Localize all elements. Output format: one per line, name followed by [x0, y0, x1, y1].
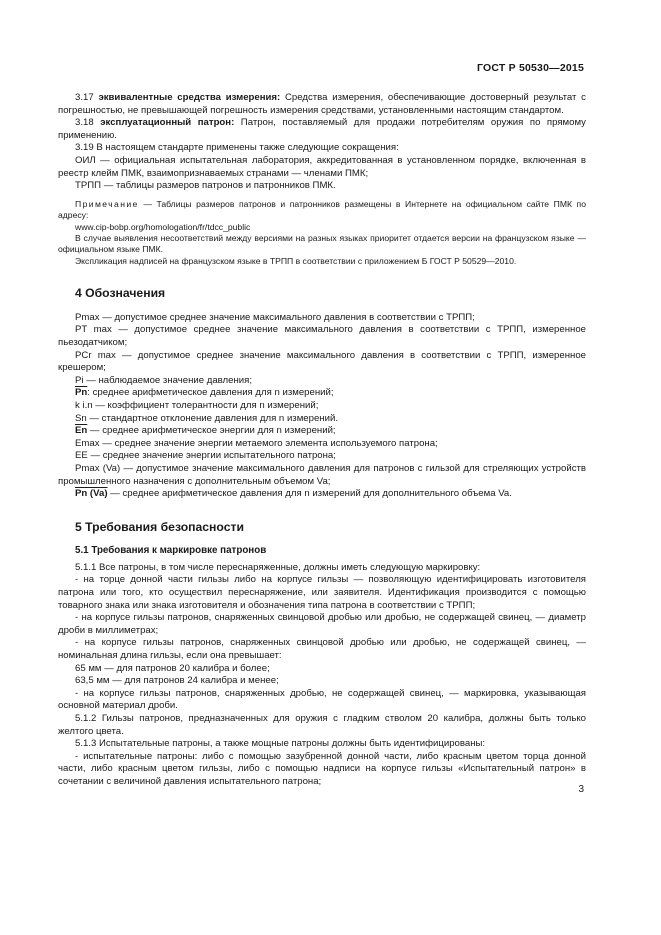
list-item: - испытательные патроны: либо с помощью зазубренной донной части, либо красным цветом торца донной части, либо красным цветом гильзы, либо с помощью надписи на корпусе гильзы «Испытательный патрон» в сочетании с величиной давления испытательного патрона;: [58, 750, 586, 787]
symbol-pi: Pi — наблюдаемое значение давления;: [75, 374, 253, 386]
page-number: 3: [578, 784, 584, 795]
abbr-oil: ОИЛ — официальная испытательная лаборатория, аккредитованная в установленном порядке, включенная в реестр клейм ПМК, взаимопризнаваемых странами — членами ПМК;: [58, 154, 586, 179]
pn-va-symbol: Pn (Va): [75, 488, 108, 500]
list-item: - на корпусе гильзы патронов, снаряженных свинцовой дробью или дробью, не содержащей свинец, — диаметр дроби в миллиметрах;: [58, 612, 586, 636]
note-language: В случае выявления несоответствий между версиями на разных языках приоритет отдается версии на французском языке — официальном языке ПМК.: [58, 232, 586, 255]
symbol-pn-va: Pn (Va) — среднее арифметическое давления для n измерений для дополнительного объема Va.: [75, 488, 512, 500]
page-content: [58, 92, 586, 789]
symbol-pcrmax: PCr max — допустимое среднее значение максимального давления в соответствии с ТРПП, измеренное крешером;: [58, 349, 586, 374]
clause-5-1-3: 5.1.3 Испытательные патроны, а также мощные патроны должны быть идентифицированы:: [75, 738, 486, 750]
length-item: 63,5 мм — для патронов 24 калибра и менее;: [75, 675, 279, 687]
symbol-en: $\overline{En}$ — среднее арифметическое энергии для n измерений;: [75, 425, 336, 437]
term-name: эксплуатационный патрон:: [100, 117, 235, 129]
symbol-ee: EE — среднее значение энергии испытательного патрона;: [75, 450, 336, 462]
standard-header: ГОСТ Р 50530—2015: [476, 62, 584, 74]
symbol-emax: Emax — среднее значение энергии метаемого элемента используемого патрона;: [75, 437, 438, 449]
pn-symbol: $\overline{Pn}$: [75, 387, 88, 399]
symbol-pmax-va: Pmax (Va) — допустимое значение максимального давления для патронов с гильзой для стреляющих устройств промышленного назначения с дополнительным объемом Va;: [58, 462, 586, 487]
note-label: Примечание: [75, 198, 139, 209]
list-item: - на торце донной части гильзы либо на корпусе гильзы — позволяющую идентифицировать изготовителя патрона или того, кто осуществил переснаряжение, или заявителя. Идентификация производится с помощью товарного знака или знака изготовителя и обозначения типа патрона в соответствии с ТРПП;: [58, 574, 586, 611]
section-5-heading: 5 Требования безопасности: [75, 519, 244, 534]
symbol-pn: $\overline{Pn}$: среднее арифметическое давления для n измерений;: [75, 387, 334, 399]
term-3-19: 3.19 В настоящем стандарте применены также следующие сокращения:: [75, 142, 399, 154]
term-3-18: 3.18 эксплуатационный патрон: Патрон, поставляемый для продажи потребителям оружия по прямому применению.: [58, 117, 586, 141]
clause-5-1-1: 5.1.1 Все патроны, в том числе переснаряженные, должны иметь следующую маркировку:: [75, 561, 481, 573]
symbol-pmax: Pmax — допустимое среднее значение максимального давления в соответствии с ТРПП;: [75, 311, 475, 323]
abbr-trpp: ТРПП — таблицы размеров патронов и патронников ПМК.: [75, 180, 336, 192]
list-item: - на корпусе гильзы патронов, снаряженных свинцовой дробью или дробью, не содержащей свинец, — номинальная длина гильзы, если она превышает:: [58, 637, 586, 662]
clause-5-1-2: 5.1.2 Гильзы патронов, предназначенных для оружия с гладким стволом 20 калибра, должны быть только желтого цвета.: [58, 713, 586, 737]
subsection-5-1-heading: 5.1 Требования к маркировке патронов: [75, 545, 267, 557]
symbol-sn: Sn — стандартное отклонение давления для n измерений.: [75, 412, 338, 424]
length-item: 65 мм — для патронов 20 калибра и более;: [75, 662, 270, 674]
symbol-ptmax: PT max — допустимое среднее значение максимального давления в соответствии с ТРПП, измеренное пьезодатчиком;: [58, 324, 586, 348]
note-paragraph: Примечание — Таблицы размеров патронов и патронников размещены в Интернете на официальном сайте ПМК по адресу:: [58, 198, 586, 221]
list-item: - на корпусе гильзы патронов, снаряженных дробью, не содержащей свинец, — маркировка, указывающая основной материал дроби.: [58, 687, 586, 712]
note-explication: Экспликация надписей на французском языке в ТРПП в соответствии с приложением Б ГОСТ Р 50529—2010.: [75, 255, 517, 266]
section-4-heading: 4 Обозначения: [75, 286, 166, 301]
note-url: www.cip-bobp.org/homologation/fr/tdcc_public: [75, 221, 251, 232]
term-3-17: 3.17 эквивалентные средства измерения: Средства измерения, обеспечивающие достоверный результат с погрешностью, не превышающей погрешность измерения средствами, установленными настоящим стандартом.: [58, 92, 586, 116]
symbol-kin: k i.n — коэффициент толерантности для n измерений;: [75, 399, 319, 411]
term-name: эквивалентные средства измерения:: [98, 92, 281, 103]
en-symbol: $\overline{En}$: [75, 425, 88, 437]
